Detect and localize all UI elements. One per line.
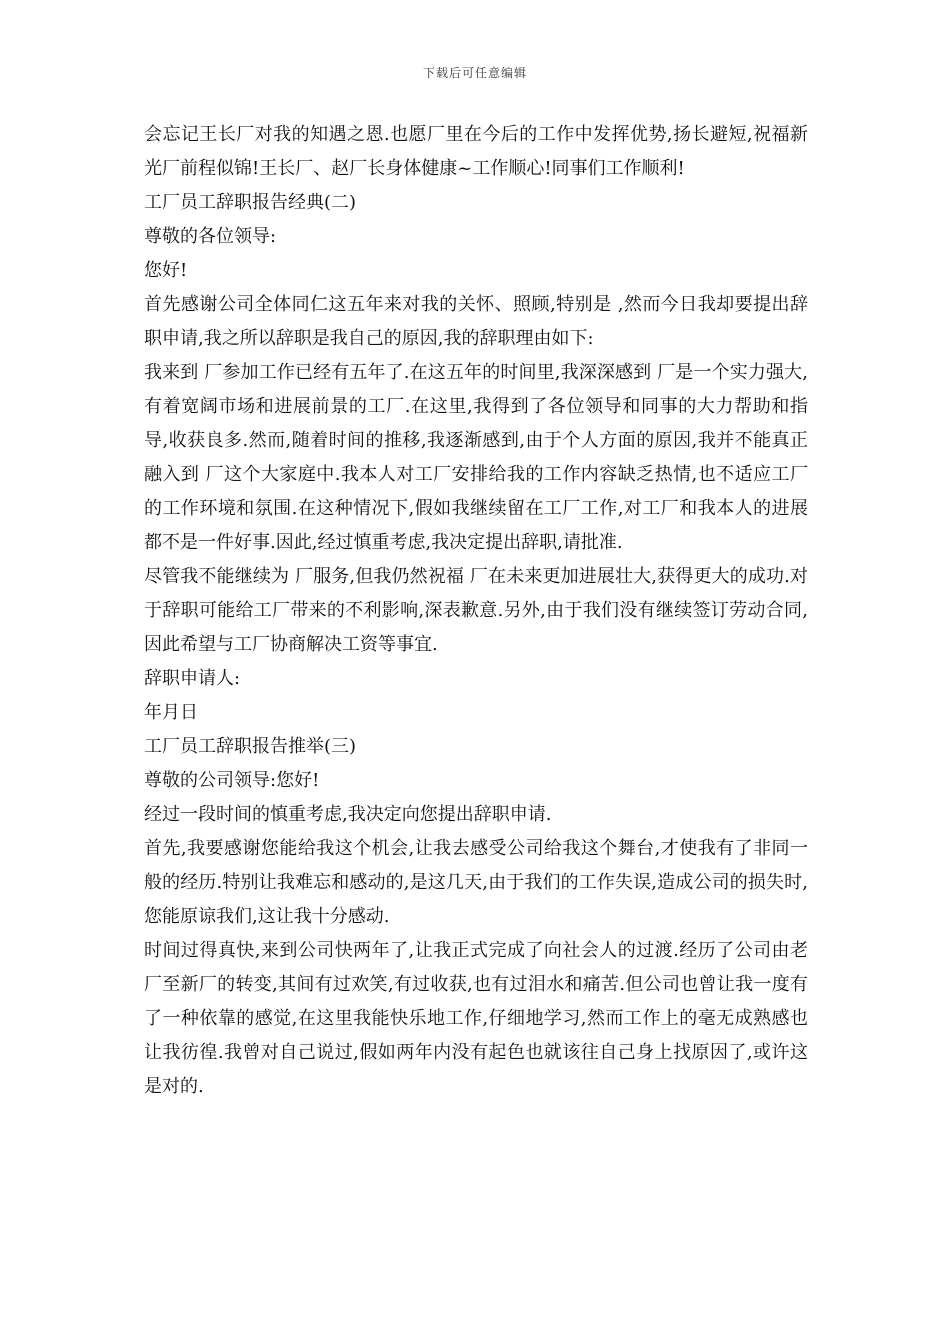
salutation: 尊敬的公司领导:您好! [144, 770, 320, 791]
page-header: 下载后可任意编辑 [422, 66, 527, 80]
greeting: 您好! [144, 260, 188, 281]
date-label: 年月日 [144, 702, 198, 723]
paragraph: 时间过得真快,来到公司快两年了,让我正式完成了向社会人的过渡.经历了公司由老厂至新厂的转变,其间有过欢笑,有过收获,也有过泪水和痛苦.但公司也曾让我一度有了一种依靠的感觉,在这里我能快乐地工作,仔细地学习,然而工作上的毫无成熟感也让我彷徨.我曾对自己说过,假如两年内没有起色也就该往自己身上找原因了,或许这是对的. [144, 940, 808, 1097]
paragraph: 经过一段时间的慎重考虑,我决定向您提出辞职申请. [144, 804, 552, 825]
section-title-2: 工厂员工辞职报告经典(二) [144, 192, 357, 213]
signature-label: 辞职申请人: [144, 668, 241, 689]
paragraph-closing: 会忘记王长厂对我的知遇之恩.也愿厂里在今后的工作中发挥优势,扬长避短,祝福新光厂前程似锦!王长厂、赵厂长身体健康~工作顺心!同事们工作顺利! [144, 124, 808, 179]
paragraph: 首先,我要感谢您能给我这个机会,让我去感受公司给我这个舞台,才使我有了非同一般的经历.特别让我难忘和感动的,是这几天,由于我们的工作失误,造成公司的损失时,您能原谅我们,这让我十分感动. [144, 838, 808, 927]
paragraph: 尽管我不能继续为 厂服务,但我仍然祝福 厂在未来更加进展壮大,获得更大的成功.对于辞职可能给工厂带来的不利影响,深表歉意.另外,由于我们没有继续签订劳动合同,因此希望与工厂协商解决工资等事宜. [144, 566, 808, 655]
document-body [144, 118, 808, 1104]
salutation: 尊敬的各位领导: [144, 226, 277, 247]
paragraph: 我来到 厂参加工作已经有五年了.在这五年的时间里,我深深感到 厂是一个实力强大,有着宽阔市场和进展前景的工厂.在这里,我得到了各位领导和同事的大力帮助和指导,收获良多.然而,随着时间的推移,我逐渐感到,由于个人方面的原因,我并不能真正融入到 厂这个大家庭中.我本人对工厂安排给我的工作内容缺乏热情,也不适应工厂的工作环境和氛围.在这种情况下,假如我继续留在工厂工作,对工厂和我本人的进展都不是一件好事.因此,经过慎重考虑,我决定提出辞职,请批准. [144, 362, 808, 553]
paragraph: 首先感谢公司全体同仁这五年来对我的关怀、照顾,特别是 ,然而今日我却要提出辞职申请,我之所以辞职是我自己的原因,我的辞职理由如下: [144, 294, 808, 349]
section-title-3: 工厂员工辞职报告推举(三) [144, 736, 357, 757]
